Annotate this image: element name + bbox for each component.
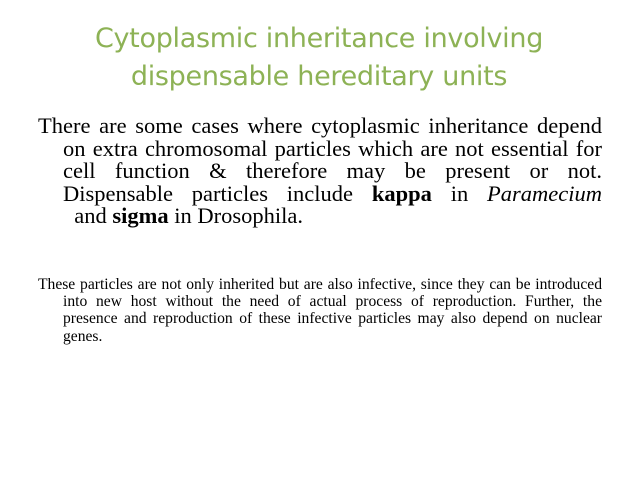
body-paragraph-1 [38, 115, 602, 228]
para1-text-2: in [431, 180, 488, 206]
paramecium-term: Paramecium [487, 180, 602, 206]
kappa-term: kappa [371, 180, 432, 206]
para1-text-1: There are some cases where cytoplasmic inheritance depend on extra chromosomal particles which are not essential for cell function & therefore may be present or not. Dispensable particles include [38, 113, 602, 206]
para1-text-4: in Drosophila. [168, 203, 303, 229]
para1-text-3: and [63, 203, 113, 229]
sigma-term: sigma [112, 203, 169, 229]
slide-title-line-1: Cytoplasmic inheritance involving [94, 23, 544, 54]
body-paragraph-2: These particles are not only inherited but are also infective, since they can be introduced into new host without the need of actual process of reproduction. Further, the presence and reproduction of these infective particles may also depend on nuclear genes. [38, 276, 602, 345]
slide-title [40, 20, 598, 96]
slide-title-line-2: dispensable hereditary units [130, 61, 508, 92]
